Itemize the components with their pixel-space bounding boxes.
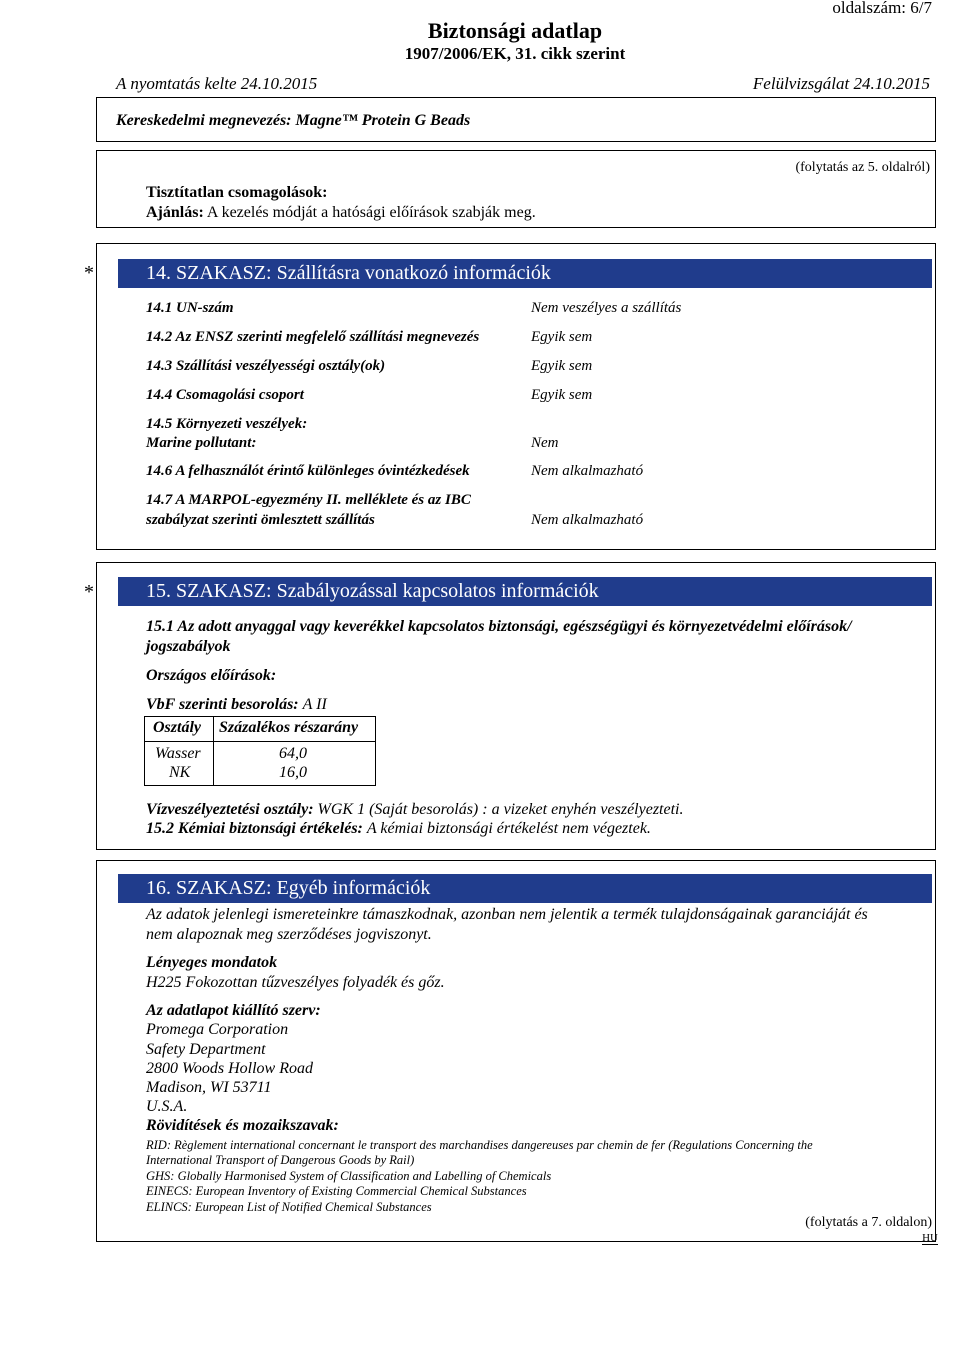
issuer-heading: Az adatlapot kiállító szerv: [146, 1002, 321, 1019]
table-divider [213, 717, 214, 785]
wgk-line [146, 801, 683, 819]
table-cell: Wasser [155, 745, 201, 762]
continuation-to: (folytatás a 7. oldalon) [805, 1215, 932, 1230]
section14-title: 14. SZAKASZ: Szállításra vonatkozó információk [118, 259, 932, 288]
wgk-value: WGK 1 (Saját besorolás) : a vizeket enyhén veszélyezteti. [317, 801, 684, 818]
row-14-3-label: 14.3 Szállítási veszélyességi osztály(ok) [146, 358, 386, 374]
row-14-4-label: 14.4 Csomagolási csoport [146, 387, 304, 403]
packaging-heading: Tisztítatlan csomagolások: [146, 184, 328, 201]
row-14-7-label: 14.7 A MARPOL-egyezmény II. melléklete és az IBC [146, 492, 471, 508]
row-14-7-label2: szabályzat szerinti ömlesztett szállítás [146, 512, 375, 528]
phrase-h225: H225 Fokozottan tűzveszélyes folyadék és gőz. [146, 974, 445, 991]
row-14-7-value: Nem alkalmazható [531, 512, 644, 528]
csa-label: 15.2 Kémiai biztonsági értékelés: [146, 820, 363, 837]
recommendation-text: A kezelés módját a hatósági előírások szabják meg. [206, 204, 536, 221]
recommendation-label: Ajánlás: [146, 204, 204, 221]
issuer-line: 2800 Woods Hollow Road [146, 1060, 313, 1077]
row-14-3-value: Egyik sem [531, 358, 593, 374]
vbf-value: A II [302, 696, 327, 713]
abbreviation-line: GHS: Globally Harmonised System of Classification and Labelling of Chemicals [146, 1169, 552, 1183]
table-cell: NK [169, 764, 191, 781]
table-cell: 64,0 [279, 745, 307, 762]
row-14-5-label: 14.5 Környezeti veszélyek: [146, 416, 308, 432]
table-header-class: Osztály [153, 719, 201, 736]
abbreviation-line: ELINCS: European List of Notified Chemical Substances [146, 1200, 432, 1214]
document-subtitle: 1907/2006/EK, 31. cikk szerint [404, 44, 626, 63]
revision-date: Felülvizsgálat 24.10.2015 [752, 74, 930, 93]
issuer-line: Promega Corporation [146, 1021, 289, 1038]
abbreviations-heading: Rövidítések és mozaikszavak: [146, 1117, 339, 1134]
print-date: A nyomtatás kelte 24.10.2015 [116, 74, 318, 93]
wgk-label: Vízveszélyeztetési osztály: [146, 801, 314, 818]
packaging-recommendation [146, 204, 536, 222]
table-divider [145, 741, 375, 742]
issuer-line: Safety Department [146, 1041, 266, 1058]
csa-line [146, 820, 651, 838]
language-code: HU [922, 1232, 938, 1244]
abbreviation-line: RID: Règlement international concernant le transport des marchandises dangereuses par chemin de fer (Regulations Concerning the [146, 1138, 813, 1152]
section15-title: 15. SZAKASZ: Szabályozással kapcsolatos információk [118, 577, 932, 606]
row-14-2-label: 14.2 Az ENSZ szerinti megfelelő szállítási megnevezés [146, 329, 480, 345]
document-title: Biztonsági adatlap [427, 18, 603, 43]
table-header-percent: Százalékos részarány [219, 719, 359, 736]
national-regulations: Országos előírások: [146, 667, 277, 684]
disclaimer-line1: Az adatok jelenlegi ismereteinkre támaszkodnak, azonban nem jelentik a termék tulajdonságainak garanciáját és [146, 906, 868, 923]
trade-name: Kereskedelmi megnevezés: Magne™ Protein G Beads [116, 112, 471, 129]
row-14-1 [146, 300, 234, 317]
table-cell: 16,0 [279, 764, 307, 781]
change-marker-15: * [84, 581, 94, 603]
change-marker-14: * [84, 262, 94, 284]
disclaimer-line2: nem alapoznak meg szerződéses jogviszonyt. [146, 926, 432, 943]
issuer-line: Madison, WI 53711 [146, 1079, 272, 1096]
section16-title: 16. SZAKASZ: Egyéb információk [118, 874, 932, 903]
row-14-4-value: Egyik sem [531, 387, 593, 403]
page-number: oldalszám: 6/7 [832, 0, 932, 17]
row-14-5-value: Nem [531, 435, 559, 451]
row-label: 14.1 UN-szám [146, 300, 234, 316]
abbreviation-line: International Transport of Dangerous Goods by Rail) [146, 1153, 415, 1167]
sub-15-1-line2: jogszabályok [146, 638, 231, 655]
vbf-classification [146, 696, 327, 714]
classification-table [144, 716, 376, 786]
sub-15-1-line1: 15.1 Az adott anyaggal vagy keverékkel kapcsolatos biztonsági, egészségügyi és környezetvédelmi előírások/ [146, 618, 852, 635]
row-14-6-label: 14.6 A felhasználót érintő különleges óvintézkedések [146, 463, 470, 479]
vbf-label: VbF szerinti besorolás: [146, 696, 299, 713]
row-14-6-value: Nem alkalmazható [531, 463, 644, 479]
phrases-heading: Lényeges mondatok [146, 954, 278, 971]
continuation-from: (folytatás az 5. oldalról) [795, 160, 930, 175]
abbreviation-line: EINECS: European Inventory of Existing Commercial Chemical Substances [146, 1184, 527, 1198]
issuer-line: U.S.A. [146, 1098, 188, 1115]
row-14-2-value: Egyik sem [531, 329, 593, 345]
row-14-1-value: Nem veszélyes a szállítás [531, 300, 682, 316]
csa-value: A kémiai biztonsági értékelést nem végeztek. [366, 820, 651, 837]
row-14-5-label2: Marine pollutant: [146, 435, 257, 451]
